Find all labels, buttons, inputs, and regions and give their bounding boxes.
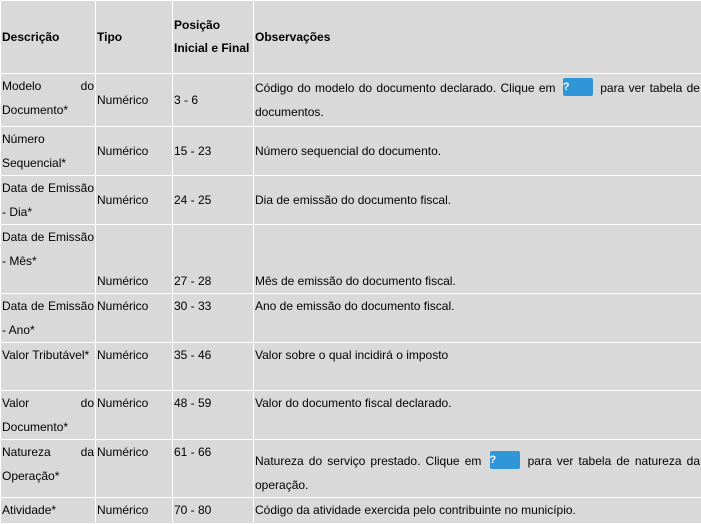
cell-observacoes bbox=[254, 440, 701, 498]
header-descricao: Descrição bbox=[1, 1, 96, 74]
table-row bbox=[1, 127, 701, 176]
cell-posicao: 27 - 28 bbox=[173, 225, 254, 294]
table-row bbox=[1, 498, 701, 524]
table-row bbox=[1, 294, 701, 343]
cell-descricao: Número Sequencial* bbox=[1, 127, 96, 176]
header-row bbox=[1, 1, 701, 74]
cell-descricao: Modelo do Documento* bbox=[1, 74, 96, 127]
cell-descricao: Data de Emissão - Dia* bbox=[1, 176, 96, 225]
obs-text: para ver tabela de natureza da operação. bbox=[255, 454, 700, 492]
cell-tipo: Numérico bbox=[96, 391, 173, 440]
obs-text: Código do modelo do documento declarado. Clique em bbox=[255, 81, 556, 95]
help-icon[interactable]: ? bbox=[563, 78, 593, 96]
obs-text: Natureza do serviço prestado. Clique em bbox=[255, 454, 482, 468]
cell-tipo: Numérico bbox=[96, 176, 173, 225]
cell-observacoes bbox=[254, 74, 701, 127]
cell-posicao: 35 - 46 bbox=[173, 343, 254, 391]
table-row bbox=[1, 74, 701, 127]
cell-descricao: Atividade* bbox=[1, 498, 96, 524]
table-row bbox=[1, 225, 701, 294]
cell-observacoes: Mês de emissão do documento fiscal. bbox=[254, 225, 701, 294]
cell-observacoes: Número sequencial do documento. bbox=[254, 127, 701, 176]
cell-posicao: 30 - 33 bbox=[173, 294, 254, 343]
cell-observacoes: Dia de emissão do documento fiscal. bbox=[254, 176, 701, 225]
cell-posicao: 61 - 66 bbox=[173, 440, 254, 498]
cell-descricao: Valor Tributável* bbox=[1, 343, 96, 391]
table-row bbox=[1, 440, 701, 498]
cell-tipo: Numérico bbox=[96, 294, 173, 343]
cell-tipo: Numérico bbox=[96, 127, 173, 176]
cell-observacoes: Código da atividade exercida pelo contribuinte no município. bbox=[254, 498, 701, 524]
cell-tipo: Numérico bbox=[96, 225, 173, 294]
cell-observacoes: Valor do documento fiscal declarado. bbox=[254, 391, 701, 440]
cell-descricao: Valor do Documento* bbox=[1, 391, 96, 440]
cell-posicao: 70 - 80 bbox=[173, 498, 254, 524]
table-row bbox=[1, 391, 701, 440]
cell-descricao: Data de Emissão - Mês* bbox=[1, 225, 96, 294]
cell-observacoes: Valor sobre o qual incidirá o imposto bbox=[254, 343, 701, 391]
obs-text: para ver tabela de documentos. bbox=[255, 81, 700, 119]
cell-tipo: Numérico bbox=[96, 498, 173, 524]
cell-posicao: 48 - 59 bbox=[173, 391, 254, 440]
cell-descricao: Data de Emissão - Ano* bbox=[1, 294, 96, 343]
cell-observacoes: Ano de emissão do documento fiscal. bbox=[254, 294, 701, 343]
help-icon[interactable]: ? bbox=[490, 451, 520, 469]
cell-tipo: Numérico bbox=[96, 343, 173, 391]
table-row bbox=[1, 343, 701, 391]
cell-posicao: 24 - 25 bbox=[173, 176, 254, 225]
cell-posicao: 3 - 6 bbox=[173, 74, 254, 127]
table-row bbox=[1, 176, 701, 225]
header-observacoes: Observações bbox=[254, 1, 701, 74]
cell-posicao: 15 - 23 bbox=[173, 127, 254, 176]
cell-tipo: Numérico bbox=[96, 440, 173, 498]
cell-descricao: Natureza da Operação* bbox=[1, 440, 96, 498]
cell-tipo: Numérico bbox=[96, 74, 173, 127]
header-tipo: Tipo bbox=[96, 1, 173, 74]
header-posicao: Posição Inicial e Final bbox=[173, 1, 254, 74]
